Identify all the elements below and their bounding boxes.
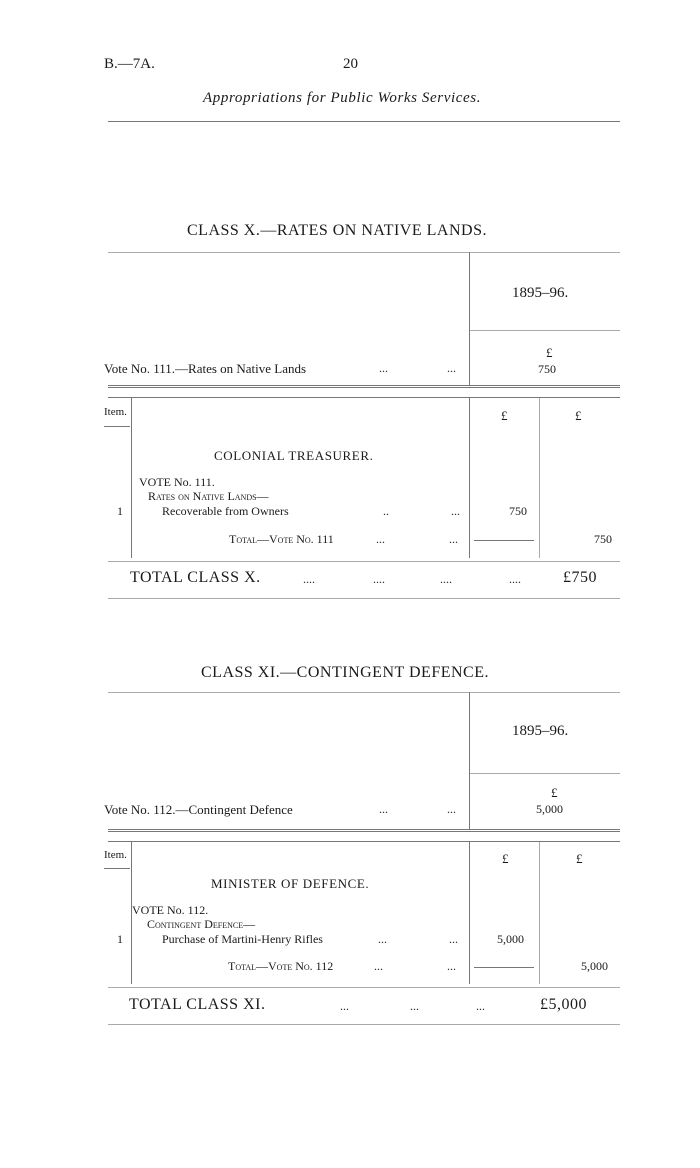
class-x-year: 1895–96.	[512, 285, 569, 301]
class-x-total-amount: £750	[563, 569, 597, 586]
summary-top-rule	[108, 252, 620, 253]
class-xi-total-label: TOTAL CLASS XI.	[129, 996, 266, 1013]
class-x-vote-amount: 750	[538, 362, 556, 376]
amount1-column-rule	[469, 842, 470, 984]
item-header-rule	[104, 426, 130, 427]
detail-top-rule	[108, 397, 620, 398]
leader-dots: ...	[340, 999, 349, 1013]
class-total-rule	[108, 598, 620, 599]
class-xi-subhead: Contingent Defence—	[147, 917, 256, 931]
leader-dots: ...	[379, 802, 388, 816]
item-number: 1	[117, 932, 123, 946]
leader-dots: ....	[509, 572, 521, 586]
leader-dots: ..	[383, 504, 389, 518]
item-description: Recoverable from Owners	[162, 504, 289, 518]
vote-total-label: Total—Vote No. 111	[229, 532, 334, 546]
column1-currency: £	[502, 851, 509, 866]
leader-dots: ...	[379, 361, 388, 375]
sum-rule	[474, 540, 534, 541]
summary-bottom-rule	[108, 385, 620, 388]
summary-column-rule	[469, 692, 470, 830]
item-header-rule	[104, 868, 130, 869]
amount2-column-rule	[539, 842, 540, 984]
leader-dots: ...	[374, 959, 383, 973]
class-xi-department: MINISTER OF DEFENCE.	[211, 876, 370, 891]
leader-dots: ...	[447, 802, 456, 816]
sum-rule	[474, 967, 534, 968]
item-number: 1	[117, 504, 123, 518]
summary-currency: £	[551, 785, 558, 800]
column2-currency: £	[576, 851, 583, 866]
item-header: Item.	[104, 849, 127, 861]
summary-currency: £	[546, 345, 553, 360]
class-x-title: CLASS X.—RATES ON NATIVE LANDS.	[187, 222, 487, 239]
leader-dots: ...	[378, 932, 387, 946]
summary-bottom-rule	[108, 829, 620, 832]
leader-dots: ....	[373, 572, 385, 586]
leader-dots: ....	[440, 572, 452, 586]
class-xi-title: CLASS XI.—CONTINGENT DEFENCE.	[201, 664, 489, 681]
class-xi-vote-number: VOTE No. 112.	[132, 903, 209, 917]
item-column-rule	[131, 398, 132, 558]
vote-total-amount: 750	[594, 532, 612, 546]
document-reference: B.—7A.	[104, 56, 155, 72]
class-xi-vote-amount: 5,000	[536, 802, 563, 816]
class-x-total-label: TOTAL CLASS X.	[130, 569, 261, 586]
detail-bottom-rule	[108, 561, 620, 562]
class-x-vote-line: Vote No. 111.—Rates on Native Lands	[104, 361, 307, 376]
leader-dots: ...	[410, 999, 419, 1013]
amount1-column-rule	[469, 398, 470, 558]
leader-dots: ...	[447, 361, 456, 375]
year-under-rule	[470, 773, 620, 774]
class-total-rule	[108, 1024, 620, 1025]
class-x-vote-number: VOTE No. 111.	[139, 475, 215, 489]
vote-total-label: Total—Vote No. 112	[228, 959, 334, 973]
leader-dots: ...	[376, 532, 385, 546]
header-rule	[108, 121, 620, 122]
class-xi-total-amount: £5,000	[540, 996, 587, 1013]
summary-column-rule	[469, 252, 470, 386]
leader-dots: ...	[449, 932, 458, 946]
summary-top-rule	[108, 692, 620, 693]
leader-dots: ...	[476, 999, 485, 1013]
vote-total-amount: 5,000	[581, 959, 608, 973]
amount2-column-rule	[539, 398, 540, 558]
leader-dots: ....	[303, 572, 315, 586]
running-title: Appropriations for Public Works Services.	[203, 90, 482, 106]
class-xi-vote-line: Vote No. 112.—Contingent Defence	[104, 802, 293, 817]
leader-dots: ...	[447, 959, 456, 973]
item-amount: 5,000	[497, 932, 524, 946]
class-x-subhead: Rates on Native Lands—	[148, 489, 269, 503]
detail-bottom-rule	[108, 987, 620, 988]
year-under-rule	[470, 330, 620, 331]
column1-currency: £	[501, 408, 508, 423]
leader-dots: ...	[449, 532, 458, 546]
column2-currency: £	[575, 408, 582, 423]
leader-dots: ...	[451, 504, 460, 518]
detail-top-rule	[108, 841, 620, 842]
class-xi-year: 1895–96.	[512, 723, 569, 739]
item-amount: 750	[509, 504, 527, 518]
page-number: 20	[343, 56, 358, 72]
class-x-department: COLONIAL TREASURER.	[214, 448, 374, 463]
item-header: Item.	[104, 406, 127, 418]
item-description: Purchase of Martini-Henry Rifles	[162, 932, 323, 946]
